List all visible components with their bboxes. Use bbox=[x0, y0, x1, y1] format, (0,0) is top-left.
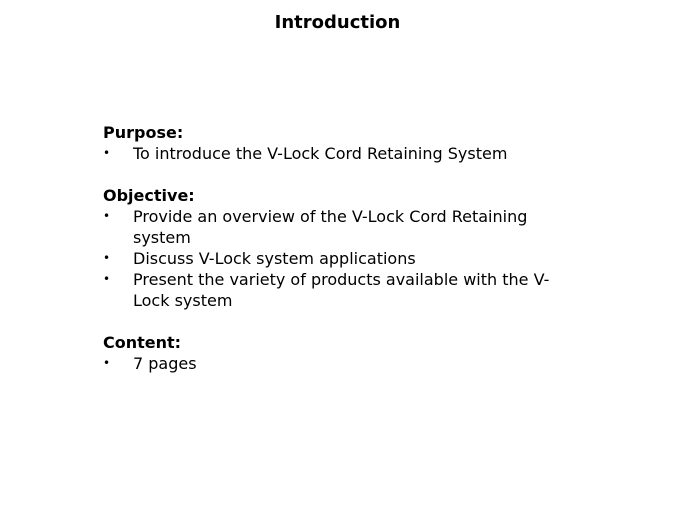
bullet-text: Provide an overview of the V-Lock Cord Retaining system bbox=[133, 207, 528, 247]
bullet-item bbox=[103, 143, 573, 164]
section-heading: Content: bbox=[103, 333, 182, 352]
bullet-text: 7 pages bbox=[133, 354, 197, 373]
slide-title: Introduction bbox=[274, 12, 401, 33]
bullet-item bbox=[103, 248, 573, 269]
bullet-list bbox=[103, 353, 573, 374]
slide-body bbox=[103, 122, 573, 395]
section-heading: Purpose: bbox=[103, 123, 184, 142]
section-objective bbox=[103, 185, 573, 311]
bullet-text: To introduce the V-Lock Cord Retaining System bbox=[133, 144, 508, 163]
section-heading: Objective: bbox=[103, 186, 195, 205]
bullet-icon: • bbox=[103, 251, 111, 265]
section-purpose bbox=[103, 122, 573, 164]
bullet-item bbox=[103, 353, 573, 374]
bullet-icon: • bbox=[103, 209, 111, 223]
bullet-icon: • bbox=[103, 272, 111, 286]
bullet-list bbox=[103, 143, 573, 164]
section-content bbox=[103, 332, 573, 374]
bullet-list bbox=[103, 206, 573, 311]
bullet-text: Present the variety of products available with the V-Lock system bbox=[133, 270, 550, 310]
bullet-item bbox=[103, 206, 573, 248]
bullet-icon: • bbox=[103, 356, 111, 370]
bullet-item bbox=[103, 269, 573, 311]
bullet-icon: • bbox=[103, 146, 111, 160]
bullet-text: Discuss V-Lock system applications bbox=[133, 249, 416, 268]
